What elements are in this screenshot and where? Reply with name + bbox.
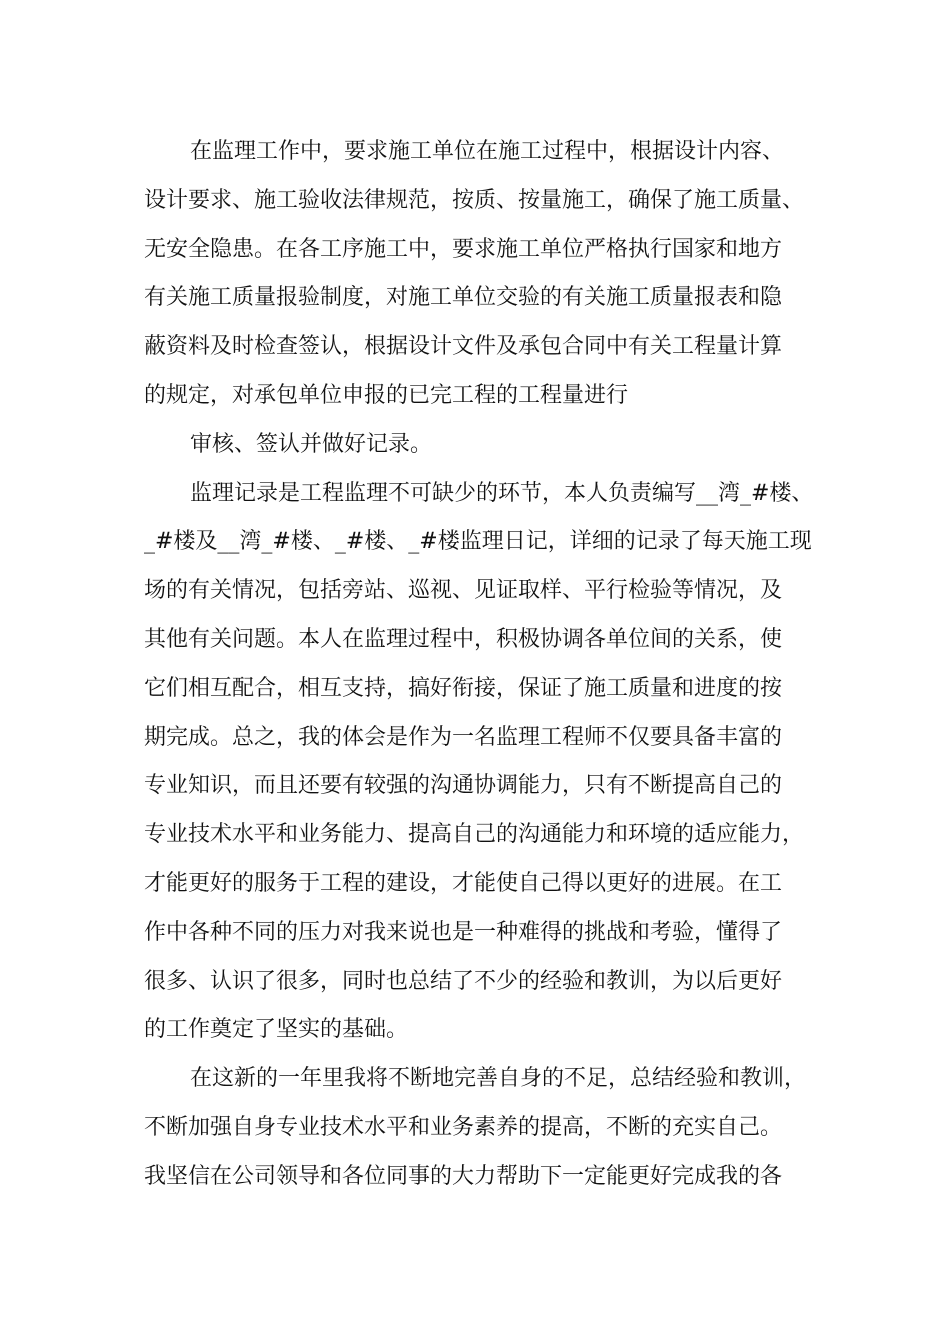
- text-line: 审核、签认并做好记录。: [190, 431, 433, 457]
- text-line: _#楼及__湾_#楼、_#楼、_#楼监理日记，详细的记录了每天施工现: [144, 529, 812, 555]
- text-line: 蔽资料及时检查签认，根据设计文件及承包合同中有关工程量计算: [144, 334, 783, 360]
- text-line: 我坚信在公司领导和各位同事的大力帮助下一定能更好完成我的各: [144, 1163, 783, 1189]
- text-line: 在这新的一年里我将不断地完善自身的不足，总结经验和教训，: [190, 1066, 807, 1092]
- text-line: 的工作奠定了坚实的基础。: [144, 1017, 409, 1043]
- text-line: 场的有关情况，包括旁站、巡视、见证取样、平行检验等情况，及: [144, 578, 783, 604]
- text-line: 无安全隐患。在各工序施工中，要求施工单位严格执行国家和地方: [144, 236, 783, 262]
- text-line: 专业技术水平和业务能力、提高自己的沟通能力和环境的适应能力，: [144, 822, 805, 848]
- paragraph-review-record: [144, 421, 834, 470]
- text-line: 有关施工质量报验制度，对施工单位交验的有关施工质量报表和隐: [144, 285, 783, 311]
- text-line: 很多、认识了很多，同时也总结了不少的经验和教训，为以后更好: [144, 968, 783, 994]
- text-line: 才能更好的服务于工程的建设，才能使自己得以更好的进展。在工: [144, 870, 783, 896]
- text-line: 在监理工作中，要求施工单位在施工过程中，根据设计内容、: [190, 139, 785, 164]
- paragraph-supervision-log: [144, 470, 834, 1056]
- text-line: 专业知识，而且还要有较强的沟通协调能力，只有不断提高自己的: [144, 773, 783, 799]
- text-line: 期完成。总之，我的体会是作为一名监理工程师不仅要具备丰富的: [144, 724, 783, 750]
- paragraph-supervision-work: [144, 128, 834, 421]
- text-line: 作中各种不同的压力对我来说也是一种难得的挑战和考验，懂得了: [144, 919, 783, 945]
- text-line: 监理记录是工程监理不可缺少的环节，本人负责编写__湾_#楼、: [190, 480, 814, 506]
- text-line: 不断加强自身专业技术水平和业务素养的提高，不断的充实自己。: [144, 1114, 783, 1140]
- document-body: [144, 128, 834, 1202]
- text-line: 它们相互配合，相互支持，搞好衔接，保证了施工质量和进度的按: [144, 675, 783, 701]
- text-line: 设计要求、施工验收法律规范，按质、按量施工，确保了施工质量、: [144, 187, 805, 213]
- text-line: 的规定，对承包单位申报的已完工程的工程量进行: [144, 382, 629, 408]
- paragraph-new-year: [144, 1055, 834, 1201]
- text-line: 其他有关问题。本人在监理过程中，积极协调各单位间的关系，使: [144, 626, 783, 652]
